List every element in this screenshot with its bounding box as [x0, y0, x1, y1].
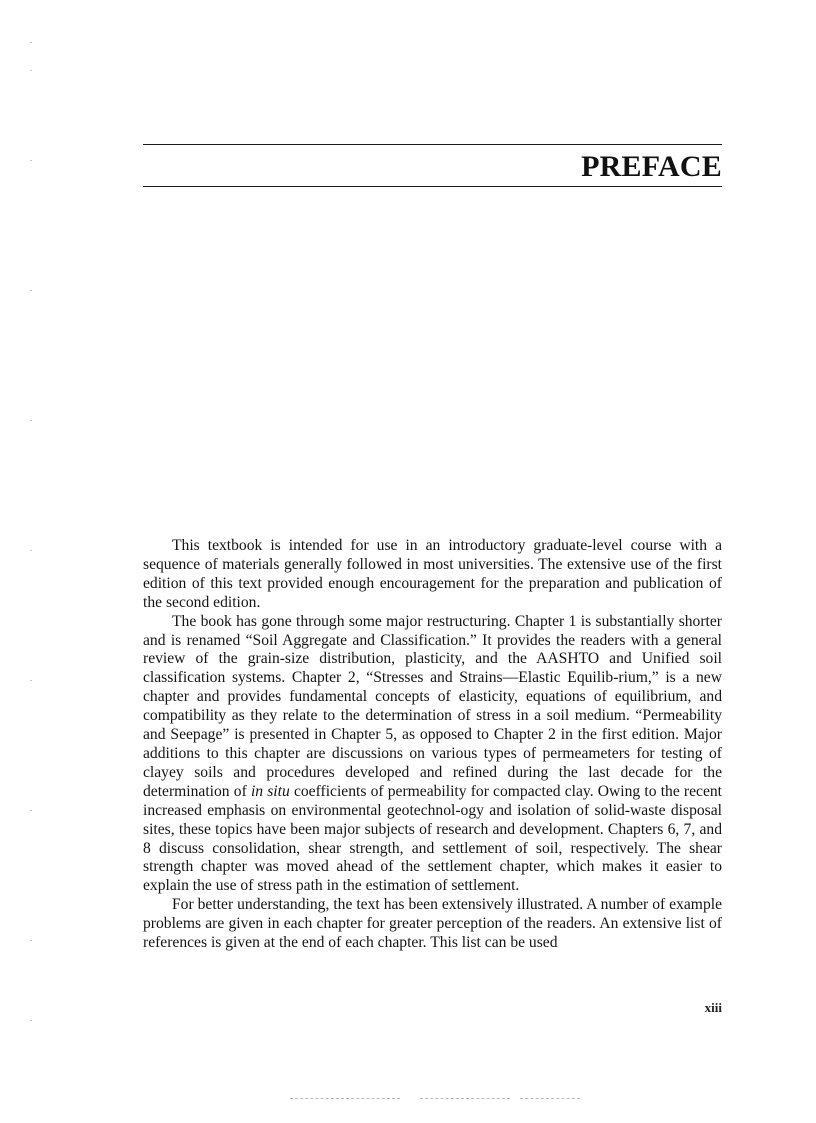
- title-rule-bottom: [143, 186, 722, 187]
- paragraph-restructuring-text-cont: coefficients of permeability for compacted clay. Owing to the recent increased emphasis on environmental geotechnol-ogy and isolation of solid-waste disposal sites, these topics have been major subjects of research and development. Chapters 6, 7, and 8 discuss consolidation, shear strength, and settlement of soil, respectively. The shear strength chapter was moved ahead of the settlement chapter, which makes it easier to explain the use of stress path in the estimation of settlement.: [143, 782, 723, 895]
- paragraph-restructuring-italic: in situ: [250, 782, 290, 800]
- preface-body: [143, 537, 722, 953]
- scan-bottom-dash-3: [520, 1098, 580, 1099]
- scan-edge-specks: [30, 30, 34, 1030]
- paragraph-restructuring-text: The book has gone through some major restructuring. Chapter 1 is substantially shorter and is renamed “Soil Aggregate and Classification.” It provides the readers with a general review of the grain-size distribution, plasticity, and the AASHTO and Unified soil classification systems. Chapter 2, “Stresses and Strains—Elastic Equilib-rium,” is a new chapter and provides fundamental concepts of elasticity, equations of equilibrium, and compatibility as they relate to the determination of stress in a soil medium. “Permeability and Seepage” is presented in Chapter 5, as opposed to Chapter 2 in the first edition. Major additions to this chapter are discussions on various types of permeameters for testing of clayey soils and procedures developed and refined during the last decade for the determination of: [143, 612, 722, 800]
- page-number: xiii: [704, 1000, 722, 1015]
- paragraph-intro: This textbook is intended for use in an introductory graduate-level course with a sequence of materials generally followed in most universities. The extensive use of the first edition of this text provided enough encouragement for the preparation and publication of the second edition.: [143, 537, 722, 611]
- paragraph-illustrations: For better understanding, the text has been extensively illustrated. A number of example problems are given in each chapter for greater perception of the readers. An extensive list of references is given at the end of each chapter. This list can be used: [143, 896, 722, 952]
- page-title: PREFACE: [581, 150, 722, 183]
- title-rule-top: [143, 144, 722, 145]
- scan-bottom-dash: [290, 1098, 400, 1099]
- paragraph-restructuring: [143, 613, 722, 897]
- scan-bottom-dash-2: [420, 1098, 510, 1099]
